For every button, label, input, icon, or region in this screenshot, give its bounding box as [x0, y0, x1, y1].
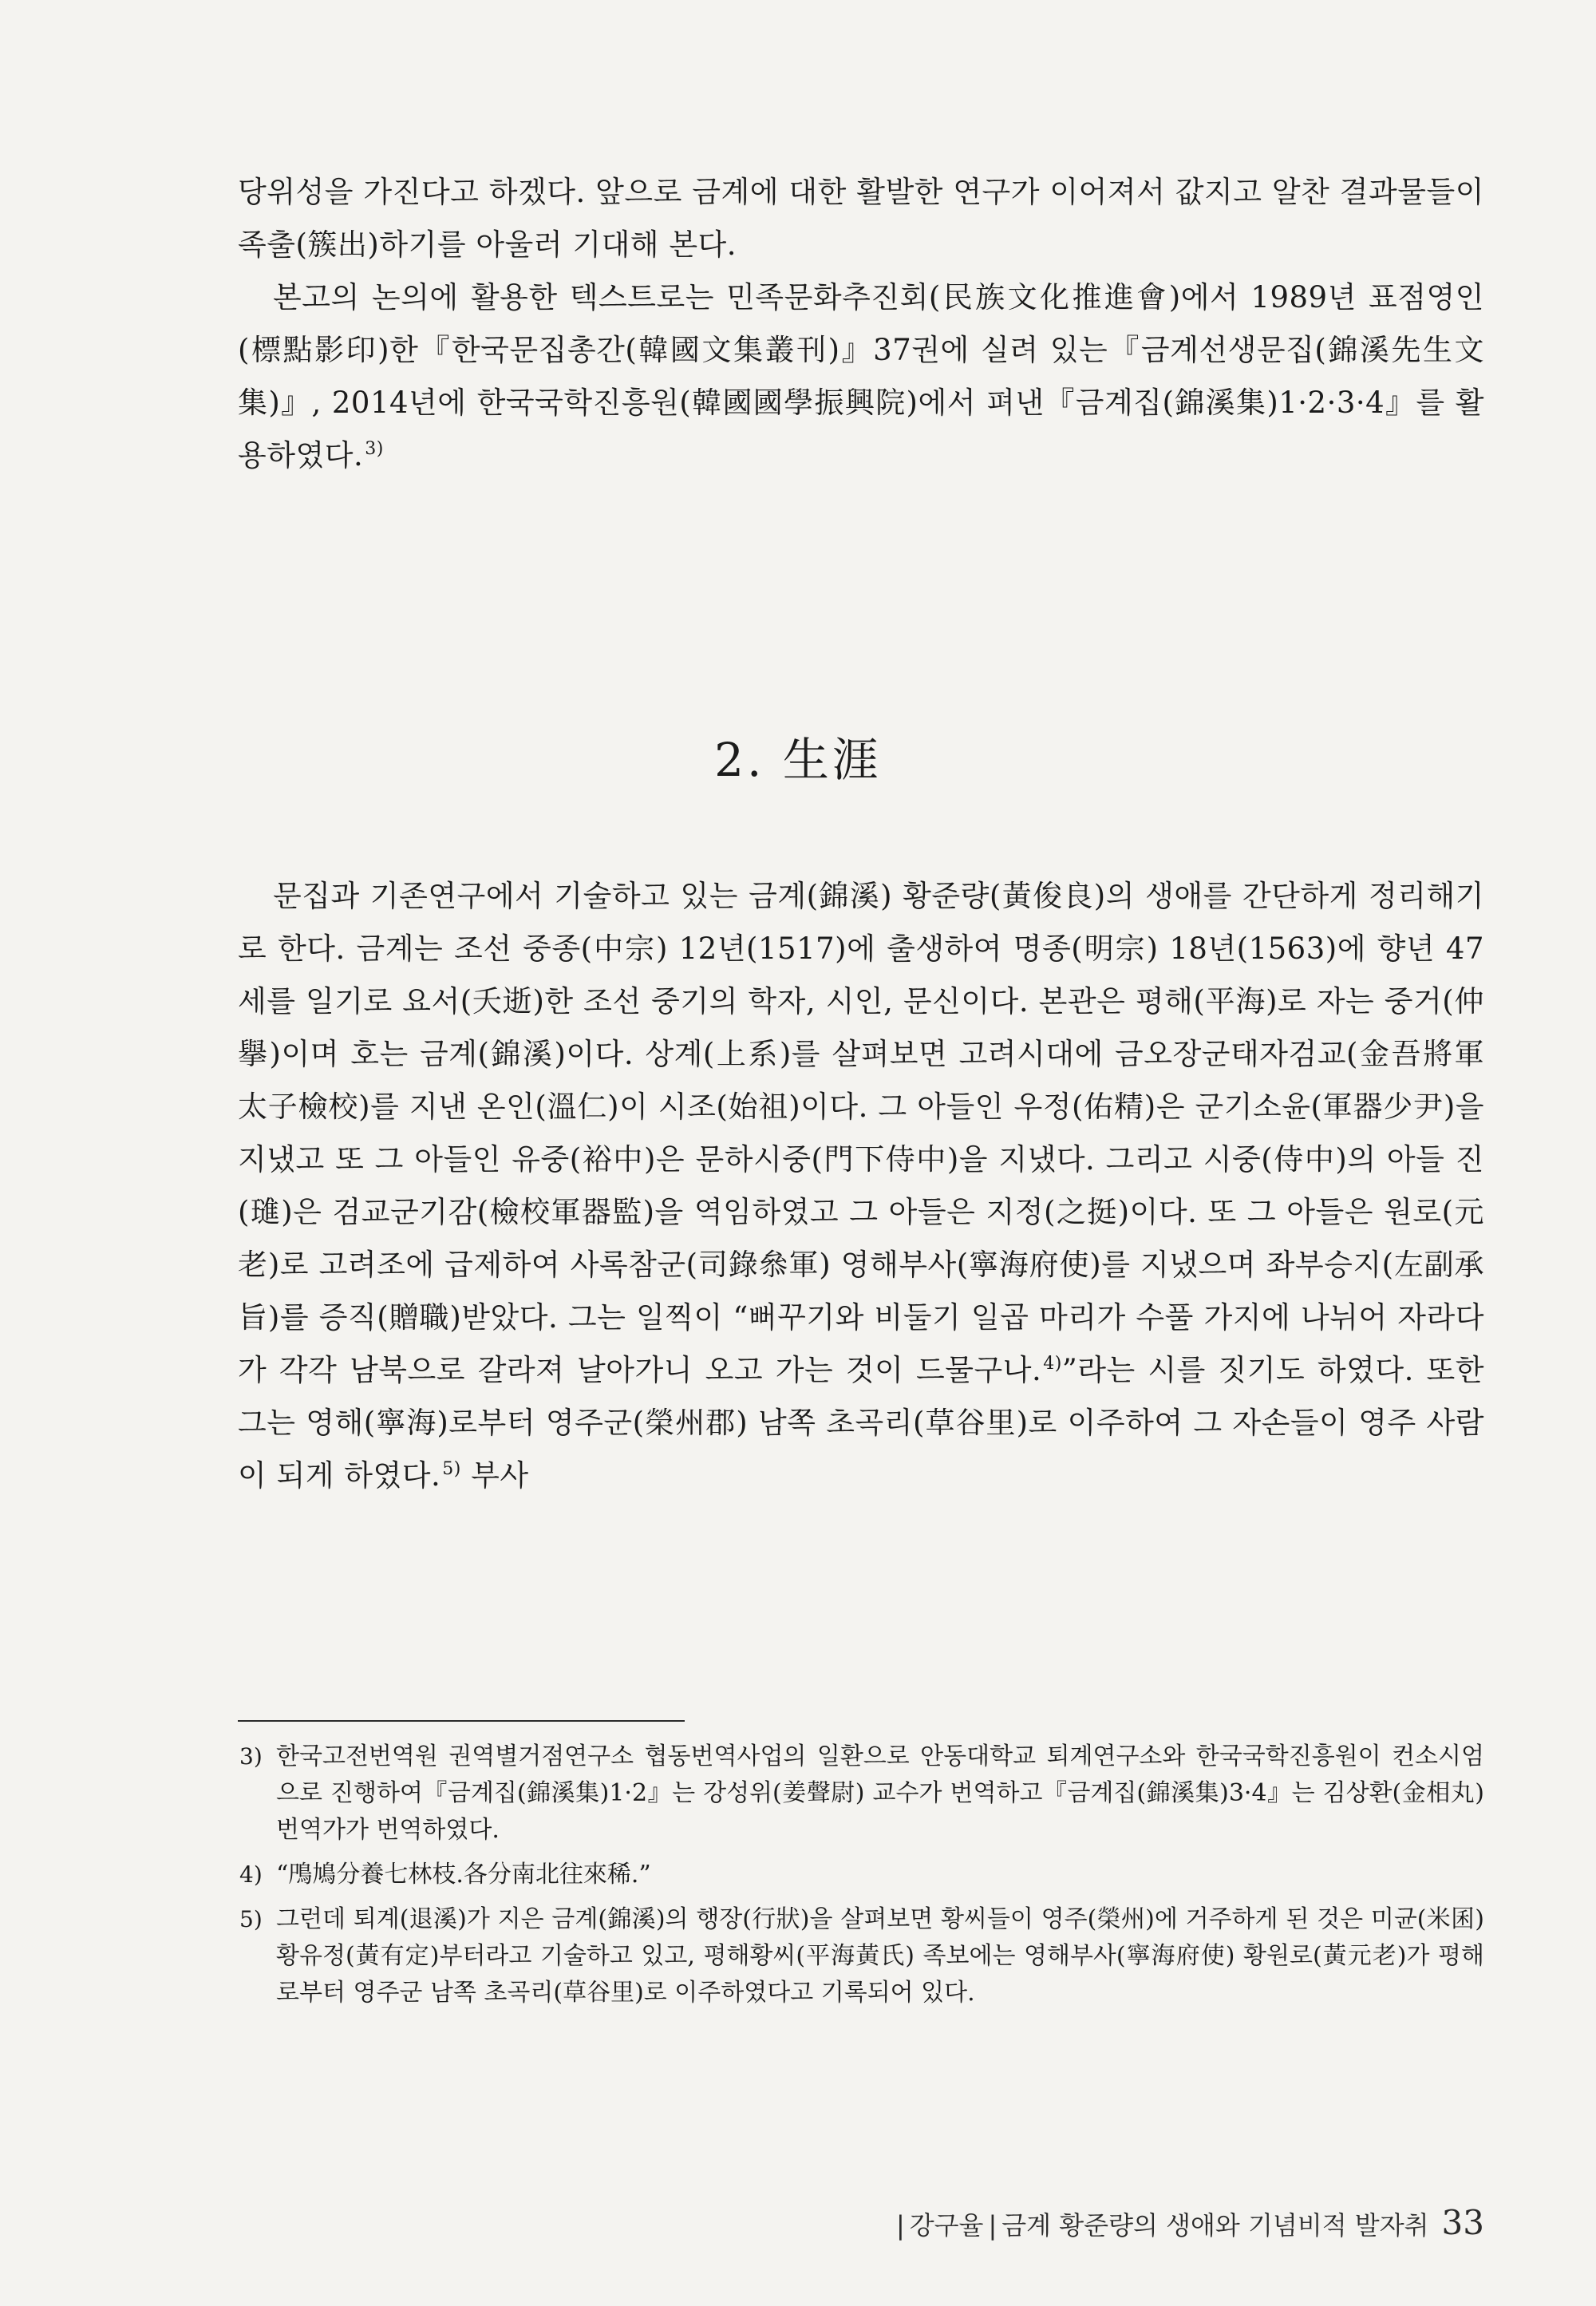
- running-footer: [891, 2203, 1484, 2242]
- footnote-item: [239, 1901, 1484, 2011]
- footnote-ref-5[interactable]: 5): [442, 1459, 461, 1479]
- footer-author: 강구율: [909, 2210, 984, 2241]
- body-paragraph-1: [238, 870, 1484, 1502]
- intro-paragraph-2: [238, 271, 1484, 482]
- footnote-text: “鳲鳩分養七林枝.各分南北往來稀.”: [276, 1861, 651, 1889]
- footnote-text: 한국고전번역원 권역별거점연구소 협동번역사업의 일환으로 안동대학교 퇴계연구소와 한국국학진흥원이 컨소시엄으로 진행하여『금계집(錦溪集)1·2』는 강성위(姜聲尉) 교수가 번역하고『금계집(錦溪集)3·4』는 김상환(金相丸) 번역가가 번역하였다.: [276, 1742, 1484, 1844]
- page-number: 33: [1441, 2203, 1484, 2242]
- intro-paragraph-1: [238, 166, 1484, 271]
- section-body: [238, 870, 1484, 1502]
- footnote-ref-3[interactable]: 3): [365, 439, 384, 459]
- section-heading: 2. 生涯: [714, 733, 882, 787]
- footnote-ref-4[interactable]: 4): [1043, 1354, 1062, 1374]
- footer-separator: |: [988, 2210, 998, 2241]
- footnote-number: 5): [239, 1906, 263, 1932]
- body-paragraph-1-part3: 부사: [460, 1458, 529, 1493]
- footnote-number: 3): [239, 1743, 263, 1770]
- footer-separator: |: [895, 2210, 905, 2241]
- footnote-divider: [238, 1720, 685, 1722]
- intro-paragraph-2-text: 본고의 논의에 활용한 텍스트로는 민족문화추진회(民族文化推進會)에서 1989년 표점영인(標點影印)한『한국문집총간(韓國文集叢刊)』37권에 실려 있는『금계선생문집(錦溪先生文集)』, 2014년에 한국국학진흥원(韓國國學振興院)에서 펴낸『금계집(錦溪集)1·2·3·4』를 활용하였다.: [238, 280, 1484, 473]
- footer-title: 금계 황준량의 생애와 기념비적 발자취: [1001, 2210, 1429, 2241]
- footnote-number: 4): [239, 1861, 263, 1888]
- footnote-item: [239, 1738, 1484, 1849]
- body-paragraph-1-part2: ”라는 시를 짓기도 하였다. 또한 그는 영해(寧海)로부터 영주군(榮州郡) 남쪽 초곡리(草谷里)로 이주하여 그 자손들이 영주 사람이 되게 하였다.: [238, 1353, 1484, 1493]
- footnote-text: 그런데 퇴계(退溪)가 지은 금계(錦溪)의 행장(行狀)을 살펴보면 황씨들이 영주(榮州)에 거주하게 된 것은 미균(米囷) 황유정(黃有定)부터라고 기술하고 있고, 평해황씨(平海黃氏) 족보에는 영해부사(寧海府使) 황원로(黃元老)가 평해로부터 영주군 남쪽 초곡리(草谷里)로 이주하였다고 기록되어 있다.: [276, 1905, 1484, 2007]
- intro-text: [238, 166, 1484, 482]
- body-paragraph-1-part1: 문집과 기존연구에서 기술하고 있는 금계(錦溪) 황준량(黃俊良)의 생애를 간단하게 정리해기로 한다. 금계는 조선 중종(中宗) 12년(1517)에 출생하여 명종(明宗) 18년(1563)에 향년 47세를 일기로 요서(夭逝)한 조선 중기의 학자, 시인, 문신이다. 본관은 평해(平海)로 자는 중거(仲擧)이며 호는 금계(錦溪)이다. 상계(上系)를 살펴보면 고려시대에 금오장군태자검교(金吾將軍太子檢校)를 지낸 온인(溫仁)이 시조(始祖)이다. 그 아들인 우정(佑精)은 군기소윤(軍器少尹)을 지냈고 또 그 아들인 유중(裕中)은 문하시중(門下侍中)을 지냈다. 그리고 시중(侍中)의 아들 진(璡)은 검교군기감(檢校軍器監)을 역임하였고 그 아들은 지정(之挺)이다. 또 그 아들은 원로(元老)로 고려조에 급제하여 사록참군(司錄叅軍) 영해부사(寧海府使)를 지냈으며 좌부승지(左副承旨)를 증직(贈職)받았다. 그는 일찍이 “뻐꾸기와 비둘기 일곱 마리가 수풀 가지에 나뉘어 자라다가 각각 남북으로 갈라져 날아가니 오고 가는 것이 드물구나.: [238, 879, 1484, 1387]
- footnote-item: [239, 1857, 1484, 1893]
- footnotes: [239, 1738, 1484, 2019]
- intro-paragraph-1-text: 당위성을 가진다고 하겠다. 앞으로 금계에 대한 활발한 연구가 이어져서 값지고 알찬 결과물들이 족출(簇出)하기를 아울러 기대해 본다.: [238, 175, 1484, 262]
